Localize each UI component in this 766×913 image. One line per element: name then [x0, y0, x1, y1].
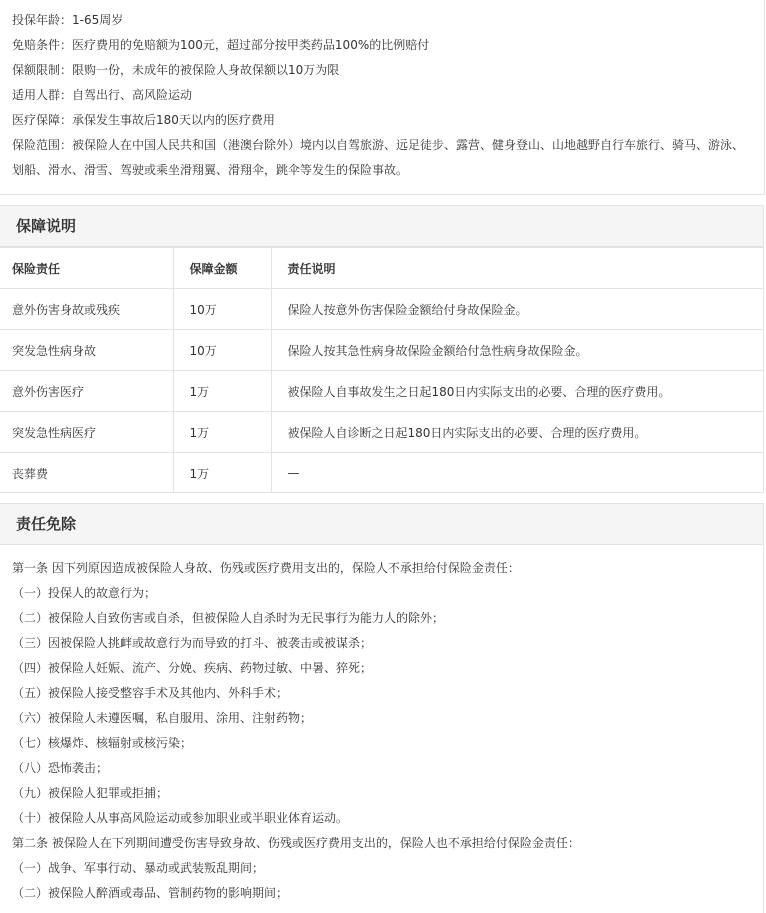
coverage-title: 保障说明 — [0, 206, 763, 247]
info-audience: 适用人群：自驾出行、高风险运动 — [12, 88, 193, 102]
table-row — [0, 453, 763, 494]
exclusion-line: （二）被保险人醉酒或毒品、管制药物的影响期间； — [12, 886, 289, 900]
exclusion-line: （二）被保险人自致伤害或自杀，但被保险人自杀时为无民事行为能力人的除外； — [12, 611, 445, 625]
cell-description: 被保险人自诊断之日起180日内实际支出的必要、合理的医疗费用。 — [271, 412, 763, 453]
cell-amount: 10万 — [173, 289, 271, 330]
coverage-table — [0, 247, 763, 493]
cell-description: 保险人按其急性病身故保险金额给付急性病身故保险金。 — [271, 330, 763, 371]
info-scope: 保险范围：被保险人在中国人民共和国（港澳台除外）境内以自驾旅游、远足徒步、露营、健身登山、山地越野自行车旅行、骑马、游泳、 — [12, 138, 745, 152]
coverage-section — [0, 205, 764, 493]
exclusion-line: 第二条 被保险人在下列期间遭受伤害导致身故、伤残或医疗费用支出的，保险人也不承担给付保险金责任： — [12, 836, 580, 850]
cell-amount: 1万 — [173, 412, 271, 453]
cell-liability: 突发急性病身故 — [0, 330, 173, 371]
cell-liability: 意外伤害医疗 — [0, 371, 173, 412]
cell-liability: 丧葬费 — [0, 453, 173, 494]
header-amount: 保障金额 — [173, 248, 271, 289]
exclusion-line: （九）被保险人犯罪或拒捕； — [12, 786, 169, 800]
cell-amount: 1万 — [173, 453, 271, 494]
table-row — [0, 289, 763, 330]
table-row — [0, 412, 763, 453]
exclusion-line: （一）战争、军事行动、暴动或武装叛乱期间； — [12, 861, 265, 875]
exclusion-line: （八）恐怖袭击； — [12, 761, 109, 775]
info-age: 投保年龄：1-65周岁 — [12, 13, 124, 27]
cell-liability: 突发急性病医疗 — [0, 412, 173, 453]
exclusions-title: 责任免除 — [0, 504, 763, 545]
table-header-row — [0, 248, 763, 289]
cell-amount: 10万 — [173, 330, 271, 371]
header-description: 责任说明 — [271, 248, 763, 289]
header-liability: 保险责任 — [0, 248, 173, 289]
cell-description: — — [271, 453, 763, 494]
product-info-box — [0, 0, 765, 195]
info-limit: 保额限制：限购一份，未成年的被保险人身故保额以10万为限 — [12, 63, 340, 77]
exclusion-line: （十）被保险人从事高风险运动或参加职业或半职业体育运动。 — [12, 811, 349, 825]
exclusion-line: （七）核爆炸、核辐射或核污染； — [12, 736, 193, 750]
exclusion-line: 第一条 因下列原因造成被保险人身故、伤残或医疗费用支出的，保险人不承担给付保险金责任： — [12, 561, 520, 575]
cell-liability: 意外伤害身故或残疾 — [0, 289, 173, 330]
exclusion-line: （三）因被保险人挑衅或故意行为而导致的打斗、被袭击或被谋杀； — [12, 636, 373, 650]
cell-description: 保险人按意外伤害保险金额给付身故保险金。 — [271, 289, 763, 330]
exclusion-line: （一）投保人的故意行为； — [12, 586, 157, 600]
exclusion-line: （五）被保险人接受整容手术及其他内、外科手术； — [12, 686, 289, 700]
cell-amount: 1万 — [173, 371, 271, 412]
info-scope-cont: 划船、滑水、滑雪、驾驶或乘坐滑翔翼、滑翔伞，跳伞等发生的保险事故。 — [12, 163, 409, 177]
exclusion-line: （六）被保险人未遵医嘱，私自服用、涂用、注射药物； — [12, 711, 313, 725]
exclusion-line: （四）被保险人妊娠、流产、分娩、疾病、药物过敏、中暑、猝死； — [12, 661, 373, 675]
table-row — [0, 330, 763, 371]
info-deductible: 免赔条件：医疗费用的免赔额为100元，超过部分按甲类药品100%的比例赔付 — [12, 38, 430, 52]
table-row — [0, 371, 763, 412]
info-medical: 医疗保障：承保发生事故后180天以内的医疗费用 — [12, 113, 275, 127]
exclusions-section — [0, 503, 764, 913]
cell-description: 被保险人自事故发生之日起180日内实际支出的必要、合理的医疗费用。 — [271, 371, 763, 412]
